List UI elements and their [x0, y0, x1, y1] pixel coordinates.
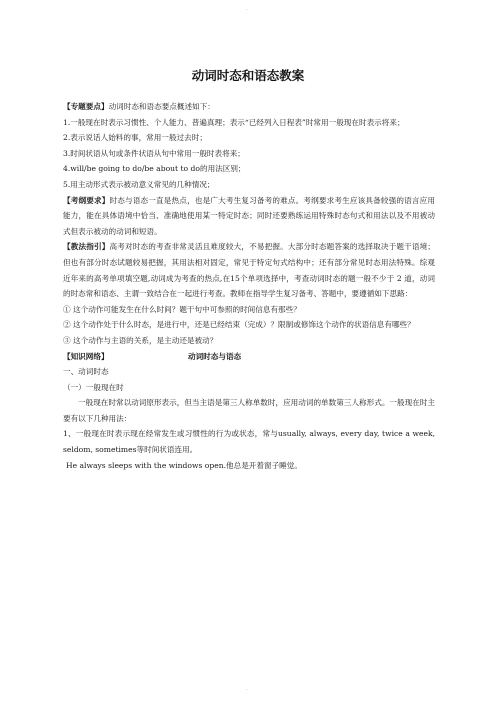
exam-paragraph — [63, 193, 435, 240]
section-heading: 一、动词时态 — [63, 367, 109, 377]
focus-paragraph — [63, 99, 435, 115]
subsection-heading: （一）一般现在时 — [63, 382, 124, 392]
exam-text: 时态与语态一直是热点，也是广大考生复习备考的难点。考纲要求考生应该具备较强的语言应用能力，能在具体语境中恰当、准确地使用某一特定时态；同时还要熟练运用特殊时态句式和用法以及不用被动式但表示被动的动词和短语。 — [63, 195, 436, 236]
knowledge-label: 【知识网络】 — [63, 351, 109, 361]
focus-point-3: 3.时间状语从句或条件状语从句中常用一般时表将来； — [63, 148, 245, 158]
focus-intro: 动词时态和语态要点概述如下： — [108, 102, 215, 111]
guide-question-1: ① 这个动作可能发生在什么时间？题干句中可参照的时间信息有那些？ — [63, 304, 301, 314]
page-mark-top: · — [246, 7, 248, 14]
tense-description: 一般现在时常以动词原形表示，但当主语是第三人称单数时，应用动词的单数第三人称形式。一般现在时主要有以下几种用法： — [63, 398, 435, 423]
exam-label: 【考纲要求】 — [63, 195, 110, 205]
guide-question-3: ③ 这个动作与主语的关系，是主动还是被动？ — [63, 335, 218, 345]
guide-label: 【教法指引】 — [63, 242, 110, 252]
page-mark-bottom: · — [246, 687, 248, 694]
usage-1: 1、一般现在时表示现在经常发生或习惯性的行为或状态，常与usually, always, every day, twice a week, seldom, sometimes等时间状语连用。 — [63, 429, 435, 455]
knowledge-row — [63, 349, 435, 365]
document-body — [63, 99, 435, 473]
example-1: He always sleeps with the windows open.他总是开着窗子睡觉。 — [66, 460, 302, 470]
guide-question-2: ② 这个动作处于什么时态，是进行中，还是已经结束（完成）？限制或修饰这个动作的状语信息有哪些？ — [63, 320, 415, 330]
knowledge-heading: 动词时态与语态 — [188, 351, 242, 361]
focus-point-5: 5.用主动形式表示被动意义常见的几种情况； — [63, 179, 215, 189]
focus-label: 【专题要点】 — [63, 102, 109, 111]
focus-point-1: 1.一般现在时表示习惯性、个人能力、普遍真理；表示“已经列入日程表”时常用一般现在时表示将来； — [63, 117, 405, 127]
focus-point-2: 2.表示说话人始料的事，常用一般过去时； — [63, 133, 207, 143]
guide-paragraph — [63, 239, 435, 301]
document-title: 动词时态和语态教案 — [191, 68, 305, 83]
focus-point-4: 4.will/be going to do/be about to do的用法区别； — [63, 164, 246, 174]
guide-text: 高考对时态的考查非常灵活且难度较大，不易把握。大部分时态题答案的选择取决于题干语境；但也有部分时态试题较易把握，其用法相对固定，常见于特定句式结构中；还有部分常见时态用法特殊。综观近年来的高考单项填空题,动词成为考查的热点,在15个单项选择中，考查动词时态的题一般不少于 2 道，动词的时态常和语态、主谓一致结合在一起进行考查。教师在指导学生复习备考、答题中，要遵循如下思路： — [63, 242, 436, 299]
